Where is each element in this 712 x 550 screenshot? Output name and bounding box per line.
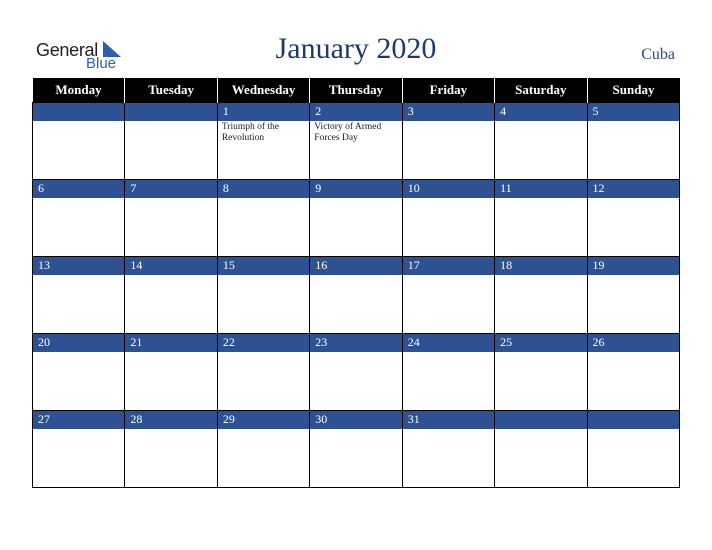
holiday-note [495, 352, 586, 353]
holiday-note [125, 198, 216, 199]
day-number-cell [125, 180, 217, 199]
day-cell [33, 198, 125, 257]
day-cell [495, 429, 587, 488]
day-cell [125, 198, 217, 257]
day-cell [125, 275, 217, 334]
day-number: 8 [222, 181, 229, 195]
day-cell [33, 121, 125, 180]
holiday-note [403, 198, 494, 199]
day-number-cell [402, 103, 494, 122]
day-number: 10 [407, 181, 420, 195]
day-number-cell [217, 103, 309, 122]
day-cell [587, 275, 679, 334]
day-number: 1 [222, 104, 229, 118]
weekday-header-row [33, 78, 680, 103]
day-number-cell [33, 334, 125, 353]
day-number-cell [217, 180, 309, 199]
weekday-header: Thursday [310, 78, 402, 103]
holiday-note [218, 429, 309, 430]
logo-text-blue: Blue [86, 55, 117, 72]
holiday-note: Victory of Armed Forces Day [314, 122, 382, 143]
holiday-note [33, 429, 124, 430]
day-number-cell [587, 257, 679, 276]
holiday-note [403, 121, 494, 122]
holiday-note: Triumph of the Revolution [221, 122, 280, 143]
day-number: 15 [222, 258, 235, 272]
day-cell [217, 429, 309, 488]
day-number-cell [33, 103, 125, 122]
day-number: 21 [130, 335, 143, 349]
day-number: 29 [222, 412, 235, 426]
holiday-note [495, 275, 586, 276]
day-number-cell [402, 180, 494, 199]
holiday-note [403, 429, 494, 430]
holiday-note [33, 121, 124, 122]
day-number-cell [310, 103, 402, 122]
day-cell [310, 121, 402, 180]
day-cell [402, 429, 494, 488]
day-number: 27 [38, 412, 50, 426]
day-number-cell [217, 257, 309, 276]
day-number-cell [33, 411, 125, 430]
holiday-note [403, 352, 494, 353]
holiday-note [125, 429, 216, 430]
weekday-header: Sunday [587, 78, 679, 103]
day-cell [587, 121, 679, 180]
week-number-row [33, 411, 680, 430]
holiday-note [495, 429, 586, 430]
holiday-note [588, 121, 679, 122]
day-number: 18 [500, 258, 513, 272]
day-number-cell [587, 103, 679, 122]
day-number-cell [495, 180, 587, 199]
holiday-note [403, 275, 494, 276]
day-cell [495, 275, 587, 334]
day-number-cell [33, 180, 125, 199]
holiday-note [310, 198, 401, 199]
day-cell [310, 275, 402, 334]
day-number-cell [125, 334, 217, 353]
holiday-note [495, 121, 586, 122]
day-number-cell [125, 411, 217, 430]
day-number-cell [125, 103, 217, 122]
holiday-note [33, 198, 124, 199]
day-cell [33, 275, 125, 334]
day-number: 26 [592, 335, 605, 349]
day-cell [310, 429, 402, 488]
weekday-header: Tuesday [125, 78, 217, 103]
day-number: 14 [130, 258, 143, 272]
week-number-row [33, 257, 680, 276]
week-number-row [33, 334, 680, 353]
day-cell [125, 429, 217, 488]
week-body-row [33, 121, 680, 180]
day-number: 12 [592, 181, 605, 195]
day-number: 16 [315, 258, 328, 272]
week-body-row [33, 429, 680, 488]
week-body-row [33, 352, 680, 411]
day-number-cell [217, 411, 309, 430]
day-number-cell [33, 257, 125, 276]
day-number-cell [125, 257, 217, 276]
day-cell [402, 352, 494, 411]
holiday-note [218, 275, 309, 276]
day-cell [310, 352, 402, 411]
day-cell [33, 429, 125, 488]
day-number: 24 [407, 335, 420, 349]
day-number-cell [310, 411, 402, 430]
holiday-note [218, 352, 309, 353]
day-cell [587, 429, 679, 488]
day-cell [587, 198, 679, 257]
week-number-row [33, 180, 680, 199]
day-cell [495, 198, 587, 257]
day-cell [310, 198, 402, 257]
holiday-note [588, 352, 679, 353]
day-number: 30 [315, 412, 328, 426]
holiday-note [218, 198, 309, 199]
week-body-row [33, 198, 680, 257]
day-number: 4 [500, 104, 507, 118]
day-number: 3 [407, 104, 414, 118]
day-cell [217, 121, 309, 180]
day-number: 6 [38, 181, 44, 195]
day-number-cell [402, 334, 494, 353]
day-number: 5 [592, 104, 599, 118]
day-number-cell [495, 334, 587, 353]
day-number: 28 [130, 412, 143, 426]
day-number-cell [217, 334, 309, 353]
day-cell [495, 352, 587, 411]
day-number: 25 [500, 335, 513, 349]
day-number: 2 [315, 104, 322, 118]
day-cell [402, 198, 494, 257]
holiday-note [495, 198, 586, 199]
day-number-cell [587, 334, 679, 353]
day-cell [402, 275, 494, 334]
day-cell [495, 121, 587, 180]
day-cell [402, 121, 494, 180]
holiday-note [588, 198, 679, 199]
day-number: 11 [500, 181, 512, 195]
holiday-note [33, 352, 124, 353]
day-cell [587, 352, 679, 411]
day-number: 22 [222, 335, 235, 349]
holiday-note [125, 121, 216, 122]
day-number: 17 [407, 258, 420, 272]
holiday-note [33, 275, 124, 276]
day-number-cell [310, 257, 402, 276]
day-number-cell [495, 411, 587, 430]
day-number-cell [495, 257, 587, 276]
holiday-note [588, 275, 679, 276]
holiday-note [310, 275, 401, 276]
day-number-cell [310, 334, 402, 353]
holiday-note [310, 352, 401, 353]
week-body-row [33, 275, 680, 334]
day-cell [217, 352, 309, 411]
weekday-header: Wednesday [217, 78, 309, 103]
weekday-header: Saturday [495, 78, 587, 103]
day-number-cell [587, 180, 679, 199]
day-number: 9 [315, 181, 322, 195]
country-label: Cuba [641, 46, 675, 63]
day-number-cell [402, 411, 494, 430]
day-number: 31 [407, 412, 420, 426]
holiday-note [310, 429, 401, 430]
day-cell [125, 352, 217, 411]
week-number-row [33, 103, 680, 122]
holiday-note [125, 275, 216, 276]
day-cell [217, 198, 309, 257]
calendar-title: January 2020 [275, 32, 437, 65]
day-number: 23 [315, 335, 328, 349]
holiday-note [588, 429, 679, 430]
logo-text-general: General [36, 40, 98, 60]
calendar-grid [32, 78, 680, 488]
day-number: 20 [38, 335, 50, 349]
day-number: 13 [38, 258, 50, 272]
day-number-cell [587, 411, 679, 430]
weekday-header: Monday [33, 78, 125, 103]
day-number: 19 [592, 258, 605, 272]
day-cell [217, 275, 309, 334]
weekday-header: Friday [402, 78, 494, 103]
day-cell [125, 121, 217, 180]
day-number-cell [495, 103, 587, 122]
day-number: 7 [130, 181, 137, 195]
day-number-cell [402, 257, 494, 276]
holiday-note [125, 352, 216, 353]
day-cell [33, 352, 125, 411]
day-number-cell [310, 180, 402, 199]
